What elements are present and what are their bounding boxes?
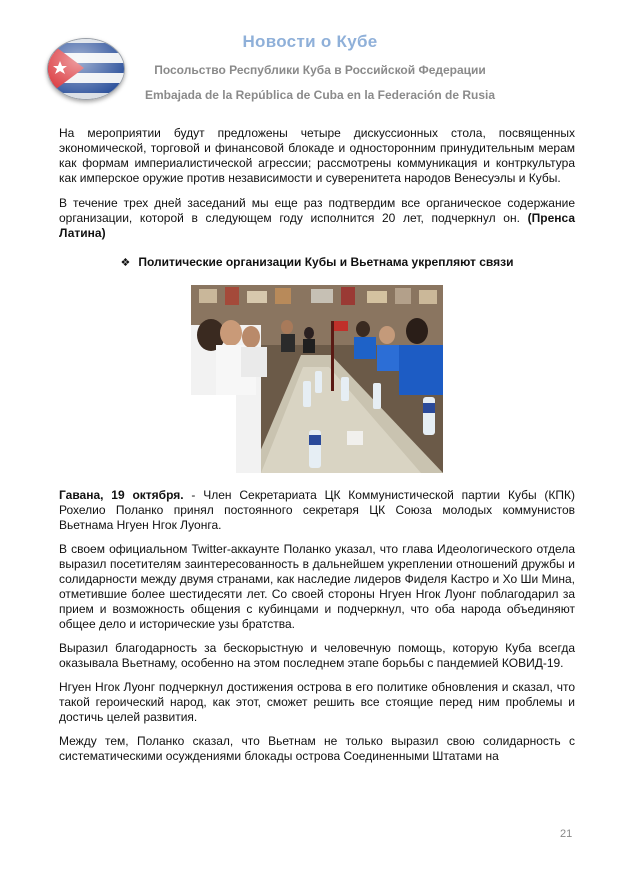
- article2-paragraph-5: Между тем, Поланко сказал, что Вьетнам не только выразил свою солидарность с систематическими осуждениями блокады острова Соединенными Штатами на: [59, 734, 575, 763]
- meeting-photo: [191, 285, 443, 473]
- embassy-name-ru: Посольство Республики Куба в Российской Федерации: [154, 63, 486, 77]
- page-header: [0, 0, 620, 115]
- page-number: 21: [560, 828, 573, 840]
- article2-paragraph-4: Нгуен Нгок Луонг подчеркнул достижения острова в его политике обновления и сказал, что такой героический народ, как этот, сможет решить все стоящие перед ним проблемы и достичь целей развития.: [59, 680, 575, 724]
- article2-paragraph-3: Выразил благодарность за бескорыстную и человечную помощь, которую Куба всегда оказывала Вьетнаму, особенно на этом последнем этапе борьбы с пандемией КОВИД-19.: [59, 641, 575, 670]
- article1-paragraph-2-text: В течение трех дней заседаний мы еще раз подтвердим все органическое содержание организации, которой в следующем году исполнится 20 лет, подчеркнул он.: [59, 196, 575, 225]
- article1-paragraph-1: На мероприятии будут предложены четыре дискуссионных стола, посвященных экономической, торговой и финансовой блокаде и односторонним принудительным мерам как формам империалистической агрессии; рассмотрены коммуникация и контркультура как имперское оружие против независимости и суверенитета народов Венесуэлы и Кубы.: [59, 126, 575, 185]
- article1-paragraph-2: [59, 196, 575, 241]
- embassy-name-es: Embajada de la República de Cuba en la Federación de Rusia: [144, 88, 496, 102]
- article-body: [59, 126, 575, 773]
- article1-source: (Пренса Латина): [59, 211, 575, 240]
- article2-heading-text: Политические организации Кубы и Вьетнама укрепляют связи: [138, 255, 514, 269]
- article2-paragraph-1: [59, 488, 575, 533]
- article2-dateline: Гавана, 19 октября.: [59, 488, 184, 502]
- publication-title: Новости о Кубе: [242, 32, 378, 51]
- diamond-bullet-icon: ❖: [120, 257, 131, 269]
- article2-paragraph-1-text: - Член Секретариата ЦК Коммунистической партии Кубы (КПК) Рохелио Поланко принял постоянного секретаря ЦК Союза молодых коммунистов Вьетнама Нгуен Нгок Луонга.: [59, 488, 575, 532]
- article2-paragraph-2: В своем официальном Twitter-аккаунте Поланко указал, что глава Идеологического отдела выразил посетителям заинтересованность в дальнейшем укреплении отношений дружбы и солидарности между двумя странами, как наследие лидеров Фиделя Кастро и Хо Ши Мина, отметившие более шестидесяти лет. Со своей стороны Нгуен Нгок Луонг поблагодарил за прием и возможность общения с кубинцами и подчеркнул, что оба народа объединяют общее дело и исторические узы братства.: [59, 542, 575, 631]
- article2-heading: [59, 255, 575, 271]
